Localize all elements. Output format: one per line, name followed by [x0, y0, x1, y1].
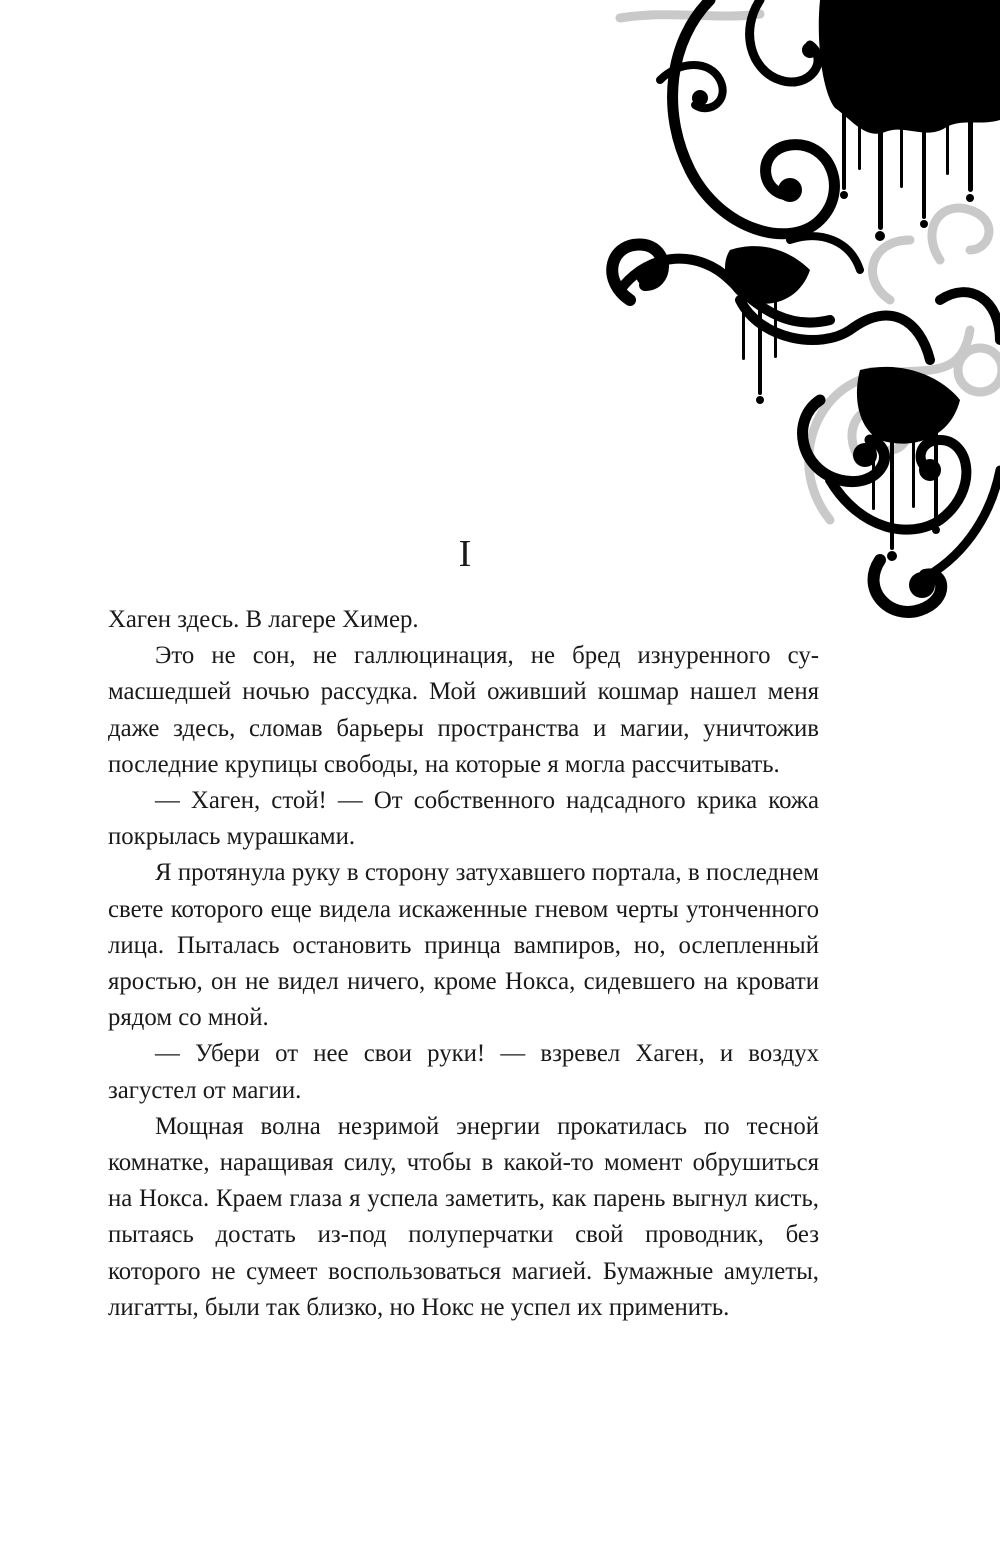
paragraph: Это не сон, не галлюцинация, не бред изнуренного сумасшедшей ночью рассудка. Мой оживший кошмар нашел меня даже здесь, сломав барьеры пространства и магии, уничтожив последние крупицы свободы, на которые я могла рассчитывать.: [108, 642, 819, 778]
paragraph: Хаген здесь. В лагере Химер.: [108, 606, 419, 633]
paragraph: — Хаген, стой! — От собственного надсадного крика кожа покрылась мурашками.: [108, 787, 819, 851]
paragraph: Мощная волна незримой энергии прокатилась по тесной комнатке, наращивая силу, чтобы в какой-то момент обрушиться на Нокса. Краем глаза я успела заметить, как парень выгнул кисть, пытаясь достать из-под полуперчатки свой проводник, без которого не сумеет воспользоваться магией. Бумажные амулеты, лигатты, были так близко, но Нокс не успел их применить.: [108, 1112, 819, 1321]
paragraph: Я протянула руку в сторону затухавшего портала, в последнем свете которого еще видела искаженные гневом черты утонченного лица. Пыталась остановить принца вампиров, но, ослепленный яростью, он не видел ничего, кроме Нокса, сидевшего на кровати рядом со мной.: [108, 859, 819, 1032]
chapter-number: I: [458, 533, 472, 575]
chapter-text: [108, 602, 819, 1326]
paragraph: — Убери от нее свои руки! — взревел Хаген, и воздух загустел от магии.: [108, 1040, 819, 1104]
